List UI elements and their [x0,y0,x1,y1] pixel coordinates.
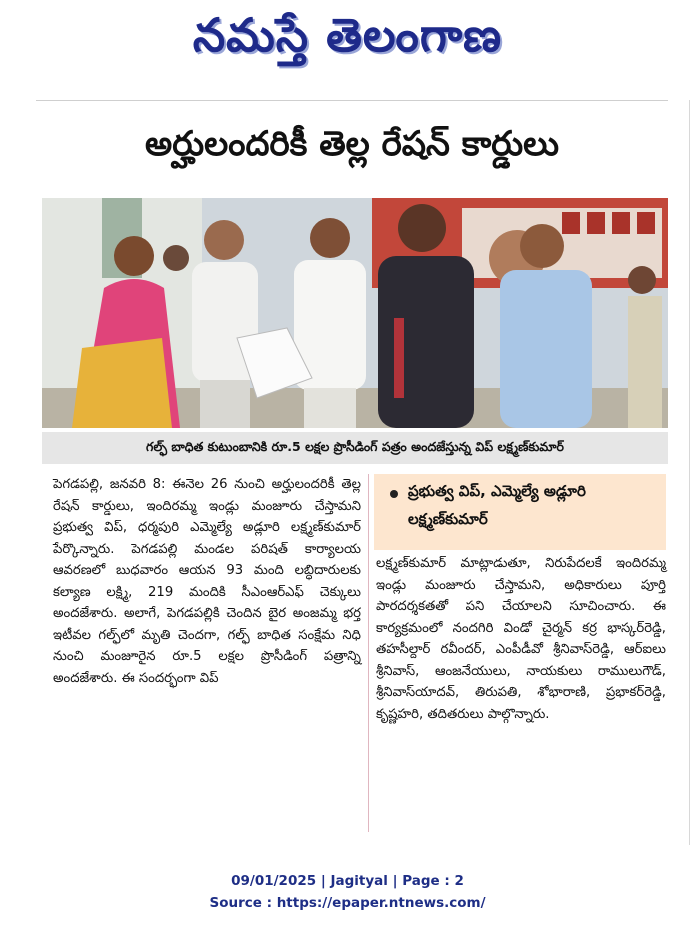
article-body-1: పెగడపల్లి, జనవరి 8: ఈనెల 26 నుంచి అర్హులందరికీ తెల్ల రేషన్ కార్డులు, ఇందిరమ్మ ఇండ్లు మంజూరు చేస్తామని ప్రభుత్వ విప్, ధర్మపురి ఎమ్మెల్యే అడ్లూరి లక్ష్మణ్‌కుమార్ పేర్కొన్నారు. పెగడపల్లి మండల పరిషత్ కార్యాలయ ఆవరణలో బుధవారం ఆయన 93 మంది లబ్ధిదారులకు కల్యాణ లక్ష్మి, 219 మందికి సీఎంఆర్‌ఎఫ్ చెక్కులు అందజేశారు. అలాగే, పెగడపల్లికి చెందిన బైర అంజమ్మ భర్త ఇటీవల గల్ఫ్‌లో మృతి చెందగా, గల్ఫ్ బాధిత సంక్షేమ నిధి నుంచి మంజూరైన రూ.5 లక్షల ప్రొసీడింగ్ పత్రాన్ని అందజేశారు. ఈ సందర్భంగా విప్ [53,477,361,686]
caption-text: గల్ఫ్ బాధిత కుటుంబానికి రూ.5 లక్షల ప్రొసీడింగ్ పత్రం అందజేస్తున్న విప్ లక్ష్మణ్‌కుమార్ [146,438,564,454]
headline [36,108,668,188]
footer [0,870,695,914]
page-edge [689,100,690,845]
photo-caption [42,432,668,464]
article-column-1 [53,474,361,834]
news-photo [42,198,668,428]
highlight-text: ప్రభుత్వ విప్, ఎమ్మెల్యే అడ్లూరి లక్ష్మణ్‌కుమార్ [408,482,586,528]
bullet-icon [390,490,398,498]
masthead [0,0,695,82]
column-divider [368,474,369,832]
divider [36,100,668,101]
masthead-title: నమస్తే తెలంగాణ [192,8,503,62]
footer-date-edition: 09/01/2025 | Jagityal | Page : 2 [231,873,464,889]
headline-text: అర్హులందరికీ తెల్ల రేషన్ కార్డులు [145,124,559,164]
article-column-2 [376,553,666,833]
highlight-box [374,474,666,550]
footer-source: Source : https://epaper.ntnews.com/ [209,895,486,911]
article-body-2: లక్ష్మణ్‌కుమార్ మాట్లాడుతూ, నిరుపేదలకే ఇందిరమ్మ ఇండ్లు మంజూరు చేస్తామని, అధికారులు పూర్తి పారదర్శకతతో పని చేయాలని సూచించారు. ఈ కార్యక్రమంలో నందగిరి విండో చైర్మన్ కర్ర భాస్కర్‌రెడ్డి, తహసీల్దార్ రవీందర్, ఎంపీడీవో శ్రీనివాస్‌రెడ్డి, ఆర్‌ఐలు శ్రీనివాస్, ఆంజనేయులు, నాయకులు రాములుగౌడ్, శ్రీనివాస్‌యాదవ్, తిరుపతి, శోభారాణి, ప్రభాకర్‌రెడ్డి, కృష్ణహరి, తదితరులు పాల్గొన్నారు. [376,556,666,722]
